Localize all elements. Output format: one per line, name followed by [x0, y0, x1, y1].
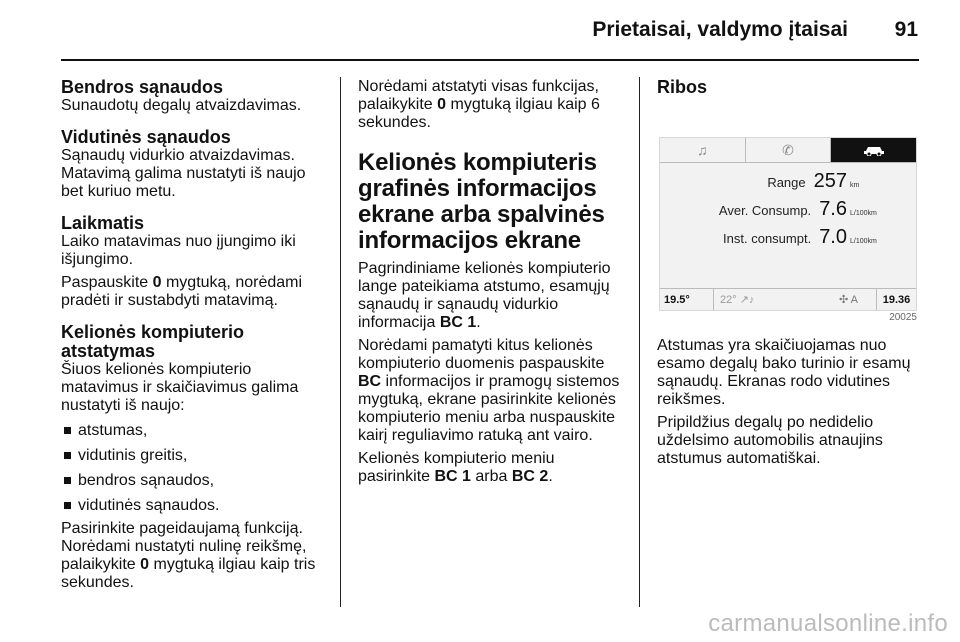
heading-timer: Laikmatis	[61, 213, 145, 233]
key-label: 0	[140, 556, 150, 573]
text-timer: Laiko matavimas nuo įjungimo iki išjungimo.	[61, 233, 296, 268]
list-item-text: vidutinės sąnaudos.	[78, 497, 220, 514]
outside-temperature: 19.5°	[660, 289, 714, 310]
data-unit: L/100km	[850, 210, 877, 217]
clock: 19.36	[876, 289, 916, 310]
text-trip-reset: Šiuos kelionės kompiuterio matavimus ir skaičiavimus galima nustatyti iš naujo:	[61, 361, 299, 414]
text-reset-instruction	[61, 520, 323, 592]
fan-mode-label: A	[850, 293, 858, 306]
text-fragment: Norėdami atstatyti visas funkcijas, palaikykite	[358, 78, 599, 113]
car-icon	[831, 138, 916, 162]
text-fragment: .	[476, 314, 481, 331]
music-note-icon: ♫	[660, 138, 746, 162]
list-item	[61, 447, 323, 465]
set-temperature-value: 22°	[720, 293, 737, 306]
airflow-icon: ↗♪	[739, 293, 755, 306]
data-label: Aver. Consump.	[718, 203, 812, 218]
list-item-text: bendros sąnaudos,	[78, 472, 215, 489]
text-other-data	[358, 337, 622, 445]
text-fragment: Pagrindiniame kelionės kompiuterio lange pateikiama atstumo, esamųjų sąnaudų ir sąnaudų vidurkio informacija	[358, 260, 611, 331]
text-fragment: mygtuką ilgiau kaip tris sekundes.	[61, 556, 316, 591]
info-display-screen	[659, 137, 917, 311]
phone-icon: ✆	[746, 138, 832, 162]
display-figure	[657, 103, 919, 323]
text-fragment: .	[548, 468, 553, 485]
data-row-average	[719, 200, 884, 223]
list-item-text: vidutinis greitis,	[78, 447, 188, 464]
text-average-consumption: Sąnaudų vidurkio atvaizdavimas. Matavimą galima nustatyti iš naujo bet kuriuo metu.	[61, 147, 306, 200]
bullet-square-icon	[64, 502, 71, 509]
data-label: Inst. consumpt.	[723, 231, 812, 246]
list-item-text: atstumas,	[78, 422, 148, 439]
text-fragment: Norėdami pamatyti kitus kelionės kompiuterio duomenis paspauskite	[358, 337, 605, 372]
text-fragment: Paspauskite	[61, 274, 153, 291]
data-unit: km	[850, 182, 860, 189]
text-fragment: Kelionės kompiuterio meniu pasirinkite	[358, 450, 555, 485]
reset-items-list	[61, 422, 323, 515]
data-unit: L/100km	[850, 238, 877, 245]
key-label: BC 1	[439, 314, 477, 331]
text-timer-instruction	[61, 274, 323, 310]
climate-status-bar	[660, 288, 916, 310]
page-number: 91	[894, 18, 918, 41]
display-tabs	[660, 138, 916, 163]
column-divider-1	[340, 77, 341, 607]
column-3	[657, 78, 922, 468]
text-total-consumption: Sunaudotų degalų atvaizdavimas.	[61, 97, 302, 114]
heading-average-consumption: Vidutinės sąnaudos	[61, 127, 231, 147]
data-value: 7.6	[819, 198, 847, 220]
text-menu-select	[358, 450, 622, 486]
text-reset-all	[358, 78, 622, 132]
list-item	[61, 497, 323, 515]
text-fragment: Pasirinkite pageidaujamą funkciją. Norėdami nustatyti nulinę reikšmę, palaikykite	[61, 520, 307, 573]
key-label: BC 2	[511, 468, 549, 485]
text-range-calculation: Atstumas yra skaičiuojamas nuo esamo degalų bako turinio ir esamų sąnaudų. Ekranas rodo vidutines reikšmes.	[657, 337, 911, 408]
data-value: 7.0	[819, 226, 847, 248]
fan-icon: ✣	[838, 293, 849, 306]
header-rule	[61, 59, 919, 61]
bullet-square-icon	[64, 452, 71, 459]
running-header-title: Prietaisai, valdymo įtaisai	[592, 18, 848, 41]
bullet-square-icon	[64, 477, 71, 484]
list-item	[61, 422, 323, 440]
data-row-instant	[723, 228, 884, 251]
heading-trip-reset: Kelionės kompiuterio atstatymas	[61, 322, 245, 361]
text-fragment: arba	[470, 468, 512, 485]
text-refuel-update: Pripildžius degalų po nedidelio uždelsimo automobilis atnaujins atstumus automatiškai.	[657, 414, 883, 467]
text-main-window	[358, 260, 622, 332]
watermark: carmanualsonline.info	[708, 610, 948, 637]
heading-range: Ribos	[657, 77, 708, 97]
column-2	[358, 78, 622, 486]
set-temperature	[714, 291, 839, 309]
data-label: Range	[767, 175, 806, 190]
text-fragment: mygtuką ilgiau kaip 6 sekundes.	[358, 96, 600, 131]
bullet-square-icon	[64, 427, 71, 434]
column-1	[61, 78, 323, 592]
text-fragment: mygtuką, norėdami pradėti ir sustabdyti matavimą.	[61, 274, 303, 309]
key-label: 0	[152, 274, 162, 291]
figure-code: 20025	[889, 312, 917, 323]
key-label: 0	[437, 96, 447, 113]
heading-total-consumption: Bendros sąnaudos	[61, 77, 224, 97]
key-label: BC	[358, 373, 382, 390]
heading-trip-computer-display: Kelionės kompiuteris grafinės informacijos ekrane arba spalvinės informacijos ekrane	[358, 149, 605, 254]
data-row-range	[767, 172, 884, 195]
data-value: 257	[813, 170, 847, 192]
text-fragment: informacijos ir pramogų sistemos mygtuką, ekrane pasirinkite kelionės kompiuterio meniu arba nuspauskite kairį reguliavimo ratuką ant vairo.	[358, 373, 620, 444]
fan-status	[839, 291, 858, 309]
list-item	[61, 472, 323, 490]
key-label: BC 1	[434, 468, 471, 485]
column-divider-2	[639, 77, 640, 607]
car-icon	[863, 144, 885, 156]
